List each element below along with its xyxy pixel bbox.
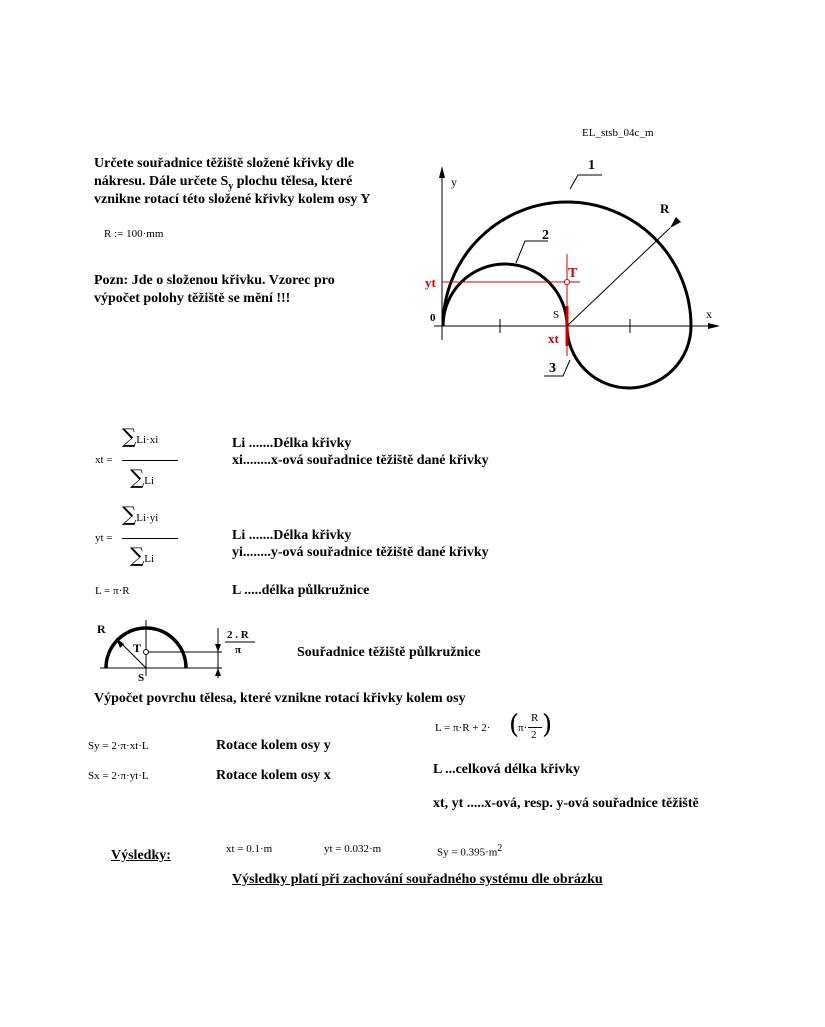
l-formula: L = π·R: [95, 585, 130, 597]
curve-1-label: 1: [588, 158, 595, 173]
xt-formula-denominator: ∑Li: [130, 465, 155, 489]
yt-label: yt: [425, 275, 436, 290]
yt-desc-2: yi........y-ová souřadnice těžiště dané křivky: [232, 545, 489, 560]
curve-3-label: 3: [549, 361, 556, 376]
xt-fraction-bar: [122, 460, 178, 461]
results-footnote: Výsledky platí při zachování souřadného systému dle obrázku: [232, 872, 603, 887]
x-axis-arrow-icon: [708, 323, 720, 329]
sx-desc: Rotace kolem osy x: [216, 768, 331, 783]
sum-icon: ∑: [122, 424, 137, 448]
centroid-t-label: T: [568, 266, 578, 281]
task-line-3: vznikne rotací této složené křivky kolem osy Y: [94, 192, 371, 207]
results-heading: Výsledky:: [111, 848, 171, 863]
leader-1: [570, 175, 602, 189]
surface-heading: Výpočet povrchu tělesa, které vznikne rotací křivky kolem osy: [94, 691, 466, 706]
xt-desc-2: xi........x-ová souřadnice těžiště dané křivky: [232, 453, 489, 468]
open-paren-icon: (: [509, 710, 520, 740]
sum-icon: ∑: [122, 502, 137, 526]
sy-desc: Rotace kolem osy y: [216, 738, 331, 753]
dimension-arrow-down-icon: [215, 644, 221, 652]
origin-label: 0: [430, 312, 436, 324]
total-l-inner: π·: [518, 722, 528, 734]
xt-yt-desc: xt, yt .....x-ová, resp. y-ová souřadnice těžiště: [433, 796, 699, 811]
yt-formula-denominator: ∑Li: [130, 543, 155, 567]
total-l-frac-bar: [528, 727, 542, 728]
sum-icon: ∑: [130, 543, 145, 567]
xt-desc-1: Li .......Délka křivky: [232, 436, 352, 451]
yt-formula-lhs: yt =: [95, 532, 113, 544]
x-axis-label: x: [706, 307, 712, 321]
total-l-lhs: L = π·R + 2·: [435, 722, 491, 734]
leader-3: [544, 360, 570, 376]
total-l-desc: L ...celková délka křivky: [433, 762, 581, 777]
radius-line: [567, 228, 670, 326]
yt-desc-1: Li .......Délka křivky: [232, 528, 352, 543]
semicircle-t-label: T: [133, 641, 142, 655]
sum-icon: ∑: [130, 465, 145, 489]
total-l-frac-num: R: [531, 712, 539, 724]
close-paren-icon: ): [542, 710, 553, 740]
xt-formula-lhs: xt =: [95, 454, 113, 466]
yt-formula-numerator: ∑Li·yi: [122, 502, 159, 526]
semicircle-diagram: [92, 618, 262, 682]
given-radius: R := 100·mm: [104, 228, 164, 240]
curve-diagram: [420, 150, 740, 400]
radius-label: R: [660, 201, 670, 216]
sy-formula: Sy = 2·π·xt·L: [88, 740, 149, 752]
semicircle-r-label: R: [97, 622, 106, 636]
semicircle-frac-num: 2 . R: [227, 629, 249, 641]
curve-3: [567, 326, 691, 388]
task-sy-symbol: $S_y$: [220, 174, 234, 192]
leader-2: [516, 241, 548, 263]
semicircle-caption: Souřadnice těžiště půlkružnice: [297, 645, 481, 660]
xt-formula-numerator: ∑Li·xi: [122, 424, 159, 448]
y-axis-label: y: [451, 175, 457, 189]
note-line-1: Pozn: Jde o složenou křivku. Vzorec pro: [94, 273, 335, 288]
semicircle-s-label: S: [138, 672, 145, 682]
point-s-label: S: [553, 309, 560, 321]
total-l-frac-den: 2: [531, 729, 537, 741]
xt-label: xt: [548, 331, 559, 346]
result-xt: xt = 0.1·m: [226, 843, 273, 855]
file-id: EL_stsb_04c_m: [582, 127, 654, 139]
task-line-2-b: plochu tělesa, které: [233, 174, 353, 189]
curve-2: [443, 264, 567, 326]
dimension-arrow-up-icon: [215, 668, 221, 676]
result-yt: yt = 0.032·m: [324, 843, 382, 855]
radius-arrow-icon: [670, 217, 681, 228]
l-desc: L .....délka půlkružnice: [232, 583, 370, 598]
task-line-1: Určete souřadnice těžiště složené křivky dle: [94, 156, 355, 171]
sx-formula: Sx = 2·π·yt·L: [88, 770, 149, 782]
yt-fraction-bar: [122, 538, 178, 539]
curve-2-label: 2: [542, 228, 549, 243]
task-line-2-a: nákresu. Dále určete: [94, 174, 221, 189]
result-sy: $Sy = 0.395\cdot m^2$: [437, 843, 503, 859]
note-line-2: výpočet polohy těžiště se mění !!!: [94, 291, 291, 306]
y-axis-arrow-icon: [439, 166, 445, 178]
semicircle-frac-den: π: [235, 644, 242, 656]
semicircle-centroid-point: [144, 650, 149, 655]
